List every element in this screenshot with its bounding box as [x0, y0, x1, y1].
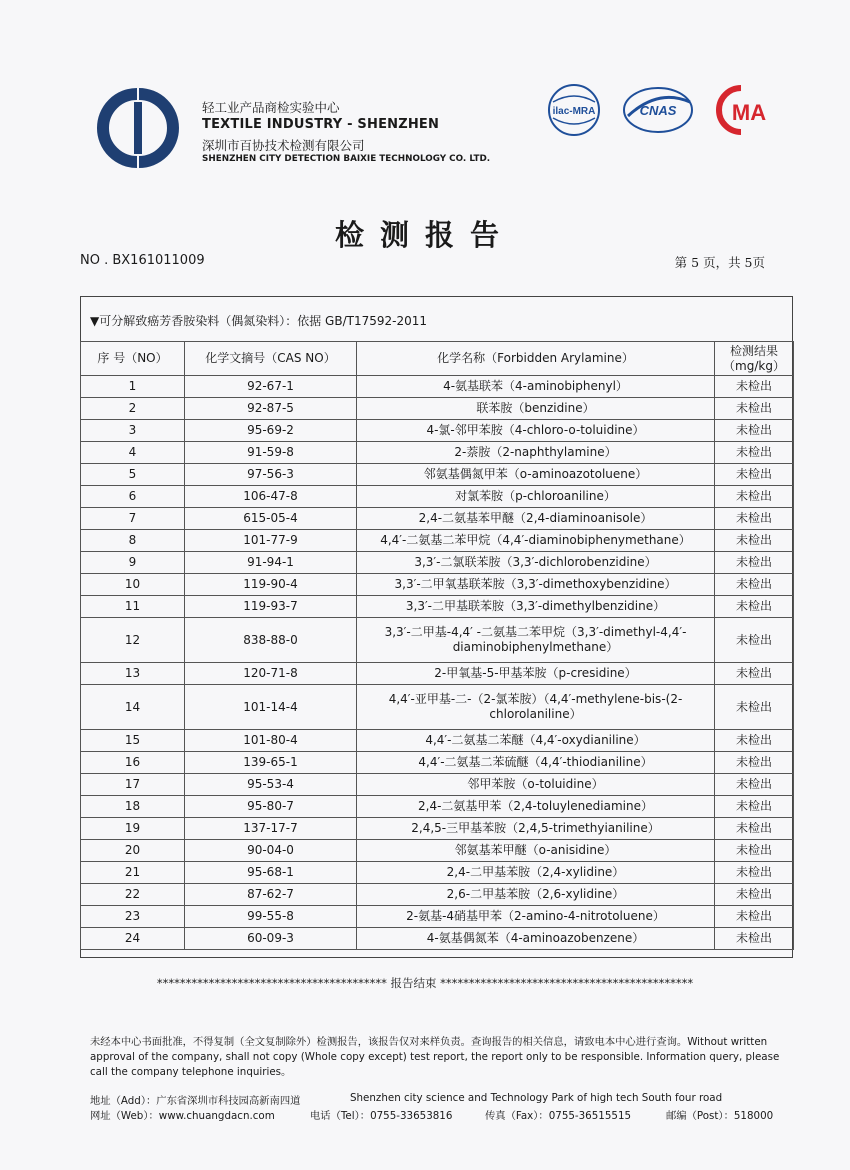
table-row — [81, 486, 794, 508]
cell-no: 24 — [81, 928, 185, 950]
cell-name: 2-甲氧基-5-甲基苯胺（p-cresidine） — [357, 663, 715, 685]
cell-name: 3,3′-二甲基联苯胺（3,3′-dimethylbenzidine） — [357, 596, 715, 618]
cell-result: 未检出 — [715, 574, 794, 596]
cell-result: 未检出 — [715, 508, 794, 530]
cell-result: 未检出 — [715, 663, 794, 685]
disclaimer-text: 未经本中心书面批准，不得复制（全文复制除外）检测报告，该报告仅对来样负责。查询报告的相关信息，请致电本中心进行查询。Without written approval of the company, shall not copy (Whole copy except) test report, the report only to be responsible. Information query, please call the company telephone inquiries。 — [90, 1036, 780, 1078]
ilac-mra-logo-icon — [545, 82, 603, 138]
cell-no: 9 — [81, 552, 185, 574]
cell-name: 邻氨基偶氮甲苯（o-aminoazotoluene） — [357, 464, 715, 486]
cell-name: 对氯苯胺（p-chloroaniline） — [357, 486, 715, 508]
cell-name: 2,4-二氨基苯甲醚（2,4-diaminoanisole） — [357, 508, 715, 530]
footer-address-en: Shenzhen city science and Technology Park of high tech South four road — [350, 1092, 723, 1104]
col-header-cas: 化学文摘号（CAS NO） — [185, 342, 357, 376]
cell-cas: 139-65-1 — [185, 752, 357, 774]
arylamine-results-table — [80, 341, 794, 950]
cell-result: 未检出 — [715, 884, 794, 906]
cell-result: 未检出 — [715, 398, 794, 420]
cell-name: 3,3′-二氯联苯胺（3,3′-dichlorobenzidine） — [357, 552, 715, 574]
cell-result: 未检出 — [715, 906, 794, 928]
section-heading: ▼可分解致癌芳香胺染料（偶氮染料）：依据 GB/T17592-2011 — [90, 314, 427, 328]
cell-result: 未检出 — [715, 774, 794, 796]
org-name-cn-2: 深圳市百协技术检测有限公司 — [202, 138, 365, 153]
cell-name: 4,4′-二氨基二苯醚（4,4′-oxydianiline） — [357, 730, 715, 752]
cell-result: 未检出 — [715, 420, 794, 442]
cell-result: 未检出 — [715, 464, 794, 486]
org-name-en-1: TEXTILE INDUSTRY - SHENZHEN — [202, 117, 440, 132]
table-row — [81, 906, 794, 928]
cnas-text: CNAS — [639, 103, 677, 118]
cell-cas: 106-47-8 — [185, 486, 357, 508]
cell-name: 3,3′-二甲氧基联苯胺（3,3′-dimethoxybenzidine） — [357, 574, 715, 596]
table-row — [81, 508, 794, 530]
cell-result: 未检出 — [715, 442, 794, 464]
cell-cas: 92-67-1 — [185, 376, 357, 398]
cell-cas: 101-80-4 — [185, 730, 357, 752]
cell-name: 4-氯-邻甲苯胺（4-chloro-o-toluidine） — [357, 420, 715, 442]
company-logo-icon — [92, 88, 182, 168]
cell-cas: 92-87-5 — [185, 398, 357, 420]
cell-no: 21 — [81, 862, 185, 884]
cell-name: 2,4,5-三甲基苯胺（2,4,5-trimethyianiline） — [357, 818, 715, 840]
cell-result: 未检出 — [715, 530, 794, 552]
table-row — [81, 862, 794, 884]
table-row — [81, 376, 794, 398]
cell-name: 4,4′-二氨基二苯硫醚（4,4′-thiodianiline） — [357, 752, 715, 774]
cell-result: 未检出 — [715, 376, 794, 398]
cell-no: 20 — [81, 840, 185, 862]
cell-no: 11 — [81, 596, 185, 618]
cell-result: 未检出 — [715, 618, 794, 663]
cell-cas: 95-80-7 — [185, 796, 357, 818]
cell-cas: 90-04-0 — [185, 840, 357, 862]
footer-telephone: 电话（Tel）：0755-33653816 — [310, 1110, 453, 1122]
cell-result: 未检出 — [715, 552, 794, 574]
table-row — [81, 752, 794, 774]
cell-no: 5 — [81, 464, 185, 486]
cell-name: 邻氨基苯甲醚（o-anisidine） — [357, 840, 715, 862]
ilac-mra-text: ilac-MRA — [552, 106, 596, 117]
cell-name: 邻甲苯胺（o-toluidine） — [357, 774, 715, 796]
table-row — [81, 530, 794, 552]
cell-result: 未检出 — [715, 730, 794, 752]
cell-cas: 60-09-3 — [185, 928, 357, 950]
cell-no: 1 — [81, 376, 185, 398]
cell-cas: 137-17-7 — [185, 818, 357, 840]
cell-result: 未检出 — [715, 752, 794, 774]
table-header-row — [81, 342, 794, 376]
table-row — [81, 596, 794, 618]
cell-cas: 95-69-2 — [185, 420, 357, 442]
cell-no: 4 — [81, 442, 185, 464]
cell-no: 15 — [81, 730, 185, 752]
cell-no: 10 — [81, 574, 185, 596]
cell-name: 4,4′-亚甲基-二-（2-氯苯胺）（4,4′-methylene-bis-(2-chlorolaniline） — [357, 685, 715, 730]
cell-name: 2-萘胺（2-naphthylamine） — [357, 442, 715, 464]
cell-result: 未检出 — [715, 840, 794, 862]
col-header-no: 序 号（NO） — [81, 342, 185, 376]
cell-cas: 838-88-0 — [185, 618, 357, 663]
org-name-cn-1: 轻工业产品商检实验中心 — [202, 100, 340, 115]
col-header-result: 检测结果（mg/kg） — [715, 342, 794, 376]
cell-result: 未检出 — [715, 596, 794, 618]
report-end-line: **************************************** 报告结束 ******************************************** — [156, 976, 694, 990]
table-row — [81, 928, 794, 950]
cell-name: 4-氨基联苯（4-aminobiphenyl） — [357, 376, 715, 398]
cell-name: 联苯胺（benzidine） — [357, 398, 715, 420]
cell-no: 8 — [81, 530, 185, 552]
table-row — [81, 774, 794, 796]
cma-logo-icon — [711, 82, 777, 138]
cell-cas: 91-94-1 — [185, 552, 357, 574]
cell-no: 18 — [81, 796, 185, 818]
footer-address-cn: 地址（Add）：广东省深圳市科技园高新南四道 — [90, 1095, 301, 1107]
table-row — [81, 420, 794, 442]
cell-no: 12 — [81, 618, 185, 663]
cell-name: 4-氨基偶氮苯（4-aminoazobenzene） — [357, 928, 715, 950]
cell-name: 3,3′-二甲基-4,4′ -二氨基二苯甲烷（3,3′-dimethyl-4,4′-diaminobiphenylmethane） — [357, 618, 715, 663]
cell-no: 23 — [81, 906, 185, 928]
report-number: NO . BX161011009 — [80, 253, 205, 268]
table-row — [81, 574, 794, 596]
table-row — [81, 464, 794, 486]
cell-cas: 101-77-9 — [185, 530, 357, 552]
cell-cas: 615-05-4 — [185, 508, 357, 530]
table-row — [81, 663, 794, 685]
cell-no: 19 — [81, 818, 185, 840]
cell-cas: 91-59-8 — [185, 442, 357, 464]
cell-name: 2,4-二甲基苯胺（2,4-xylidine） — [357, 862, 715, 884]
cell-no: 22 — [81, 884, 185, 906]
table-row — [81, 884, 794, 906]
cma-text: MA — [731, 100, 767, 125]
cell-no: 14 — [81, 685, 185, 730]
cell-no: 13 — [81, 663, 185, 685]
cell-result: 未检出 — [715, 928, 794, 950]
table-row — [81, 442, 794, 464]
cell-cas: 95-68-1 — [185, 862, 357, 884]
cell-cas: 87-62-7 — [185, 884, 357, 906]
table-row — [81, 618, 794, 663]
table-row — [81, 730, 794, 752]
footer-website: 网址（Web）：www.chuangdacn.com — [90, 1110, 275, 1122]
cell-name: 2-氨基-4硝基甲苯（2-amino-4-nitrotoluene） — [357, 906, 715, 928]
footer-postcode: 邮编（Post）：518000 — [666, 1110, 774, 1122]
table-row — [81, 818, 794, 840]
cell-name: 2,4-二氨基甲苯（2,4-toluylenediamine） — [357, 796, 715, 818]
cell-result: 未检出 — [715, 486, 794, 508]
cnas-logo-icon — [620, 82, 696, 138]
cell-cas: 101-14-4 — [185, 685, 357, 730]
cell-name: 2,6-二甲基苯胺（2,6-xylidine） — [357, 884, 715, 906]
col-header-name: 化学名称（Forbidden Arylamine） — [357, 342, 715, 376]
cell-no: 7 — [81, 508, 185, 530]
cell-result: 未检出 — [715, 685, 794, 730]
footer-fax: 传真（Fax）：0755-36515515 — [485, 1110, 632, 1122]
cell-result: 未检出 — [715, 862, 794, 884]
cell-cas: 119-90-4 — [185, 574, 357, 596]
table-row — [81, 552, 794, 574]
table-row — [81, 840, 794, 862]
cell-no: 16 — [81, 752, 185, 774]
cell-no: 17 — [81, 774, 185, 796]
cell-result: 未检出 — [715, 818, 794, 840]
table-row — [81, 398, 794, 420]
cell-name: 4,4′-二氨基二苯甲烷（4,4′-diaminobiphenymethane） — [357, 530, 715, 552]
cell-result: 未检出 — [715, 796, 794, 818]
document-title: 检测报告 — [334, 218, 515, 252]
cell-no: 2 — [81, 398, 185, 420]
cell-cas: 120-71-8 — [185, 663, 357, 685]
cell-cas: 95-53-4 — [185, 774, 357, 796]
page-indicator: 第 5 页，共 5页 — [674, 255, 765, 270]
table-row — [81, 796, 794, 818]
cell-no: 3 — [81, 420, 185, 442]
cell-cas: 119-93-7 — [185, 596, 357, 618]
cell-no: 6 — [81, 486, 185, 508]
table-row — [81, 685, 794, 730]
cell-cas: 99-55-8 — [185, 906, 357, 928]
cell-cas: 97-56-3 — [185, 464, 357, 486]
org-name-en-2: SHENZHEN CITY DETECTION BAIXIE TECHNOLOGY CO. LTD. — [202, 154, 491, 164]
